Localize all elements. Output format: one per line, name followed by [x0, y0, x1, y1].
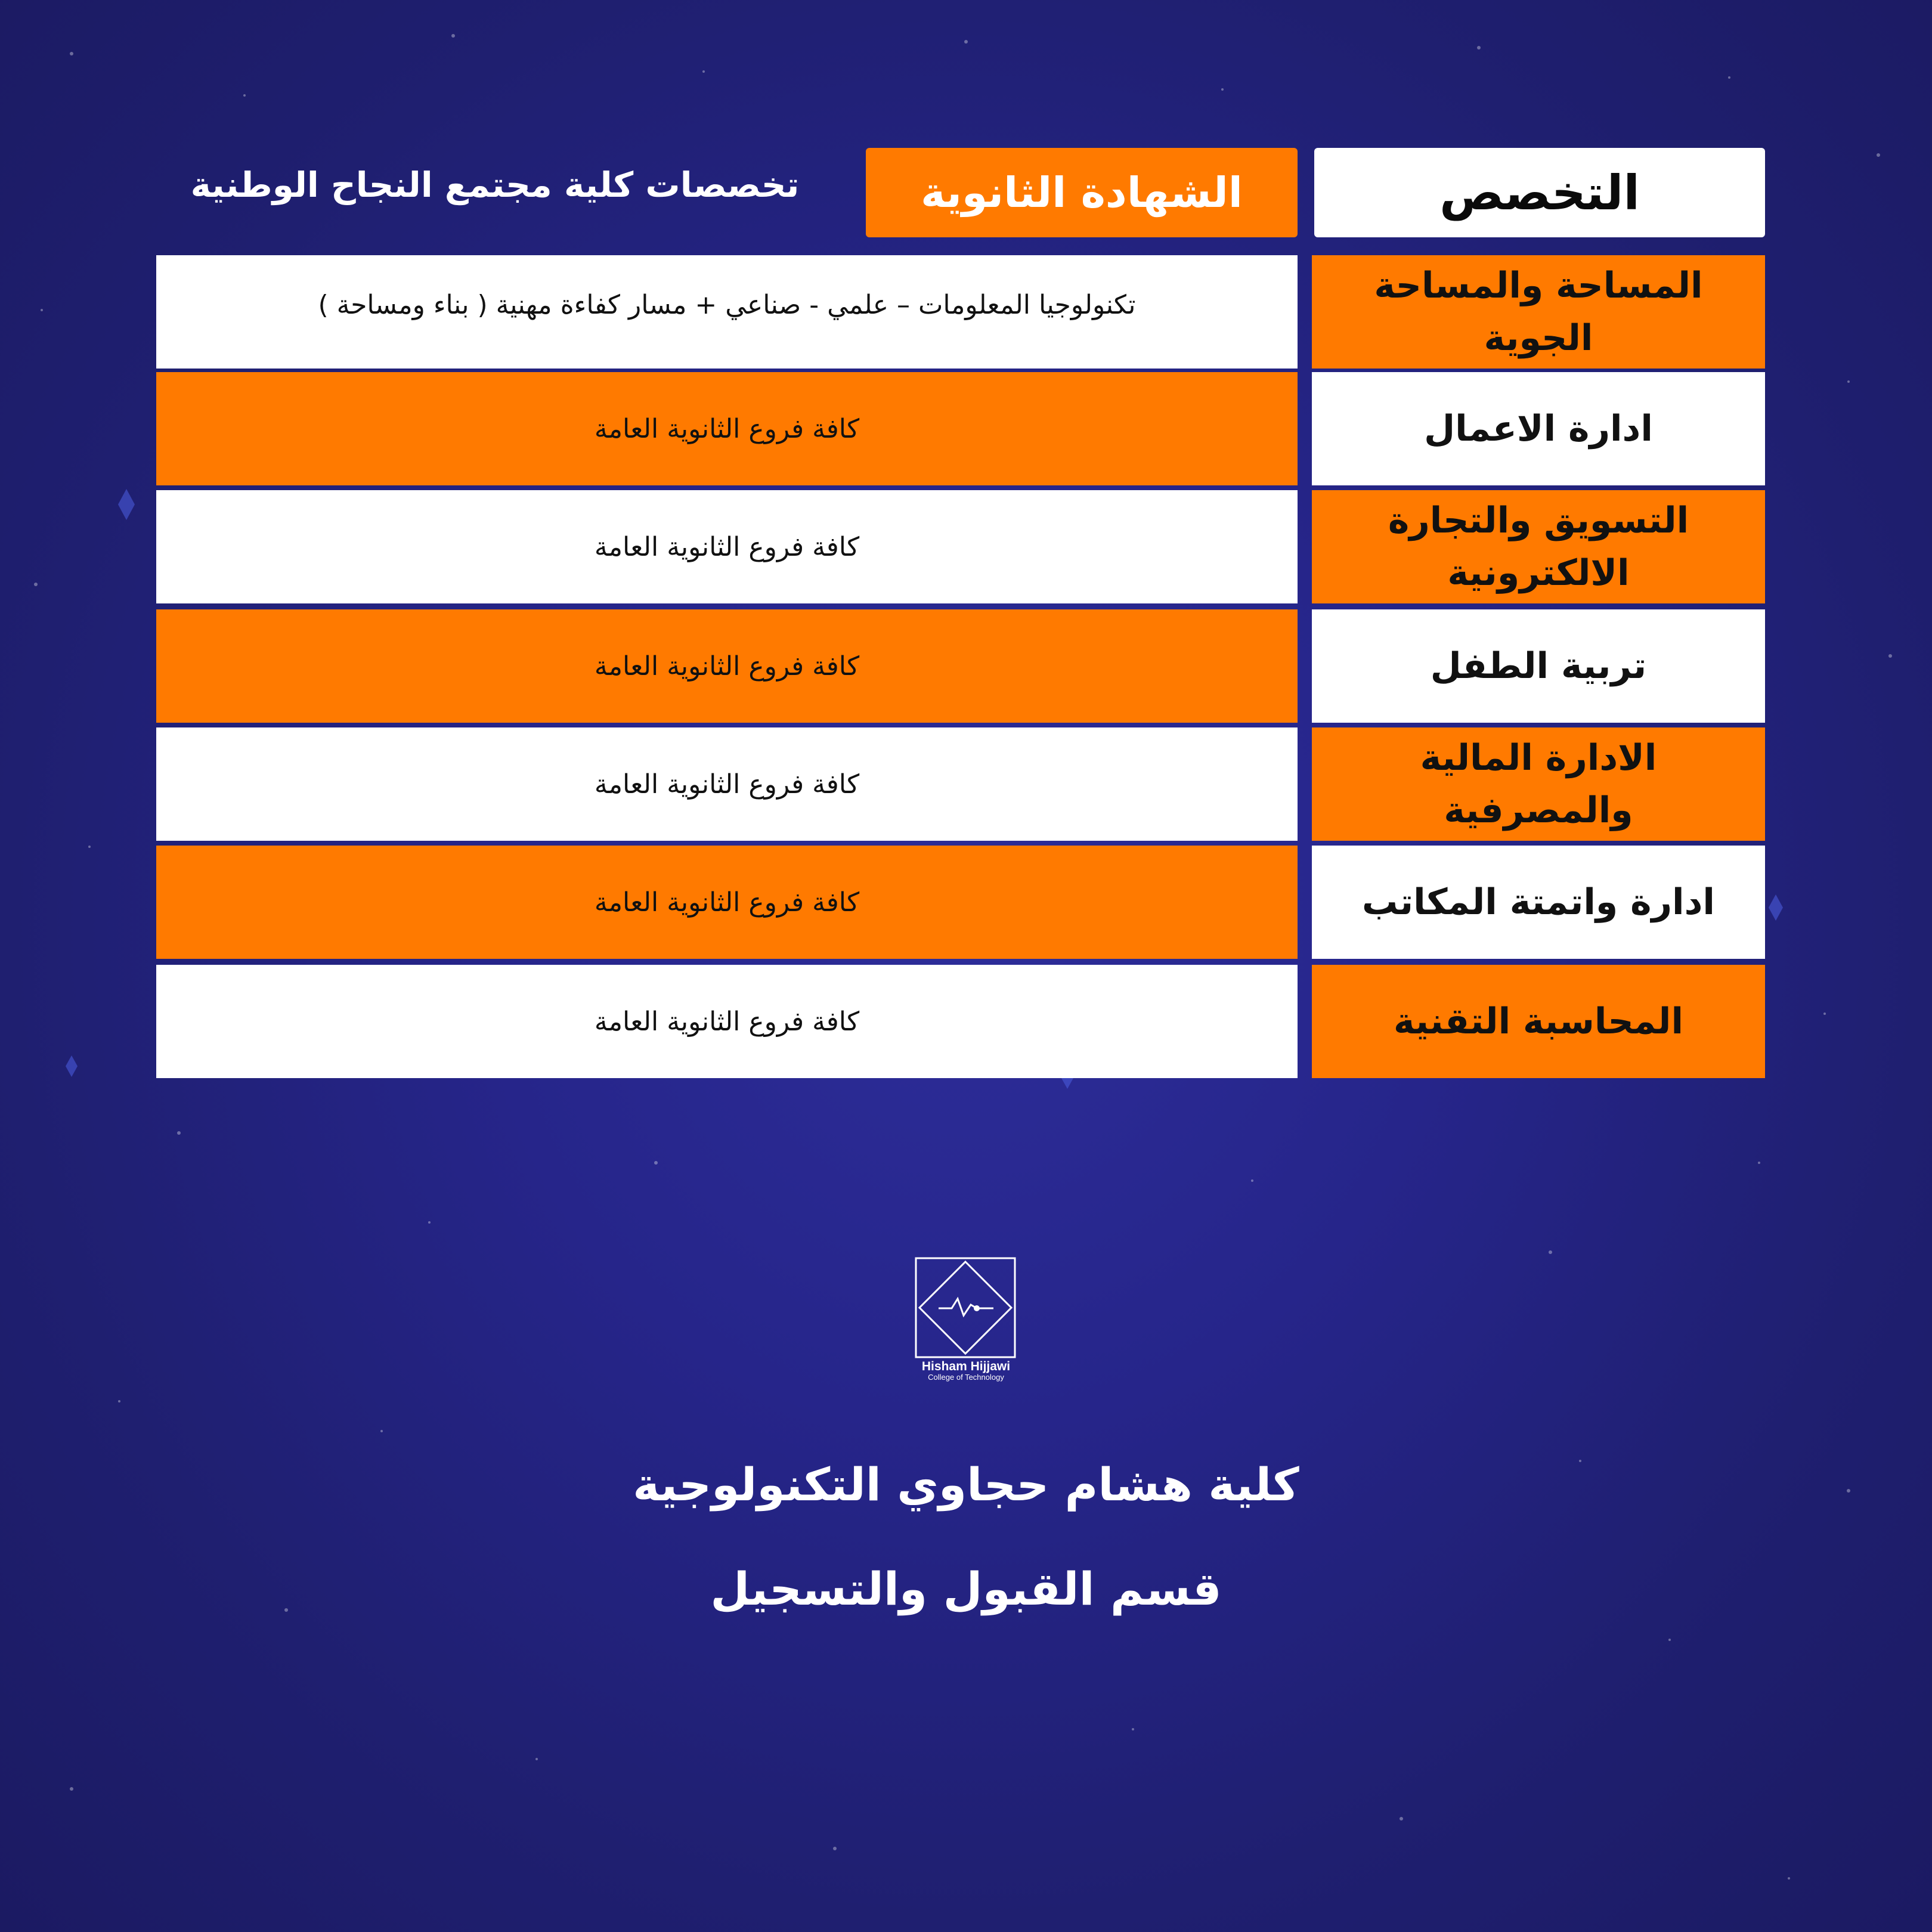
- table-row-requirement: كافة فروع الثانوية العامة: [156, 727, 1298, 841]
- table-row-requirement: كافة فروع الثانوية العامة: [156, 609, 1298, 723]
- table-row-requirement: كافة فروع الثانوية العامة: [156, 846, 1298, 959]
- table-row-specialization: الادارة المالية والمصرفية: [1312, 727, 1765, 841]
- table-row-requirement: تكنولوجيا المعلومات – علمي - صناعي + مسار كفاءة مهنية ( بناء ومساحة ): [156, 255, 1298, 369]
- header-specialization: التخصص: [1314, 148, 1765, 237]
- logo-name-line1: Hisham Hijjawi: [921, 1360, 1011, 1373]
- table-row-specialization: التسويق والتجارة الالكترونية: [1312, 490, 1765, 603]
- page-title: تخصصات كلية مجتمع النجاح الوطنية: [190, 165, 800, 205]
- table-row-specialization: المحاسبة التقنية: [1312, 965, 1765, 1078]
- table-row-specialization: ادارة واتمتة المكاتب: [1312, 846, 1765, 959]
- table-row-specialization: تربية الطفل: [1312, 609, 1765, 723]
- table-row-requirement: كافة فروع الثانوية العامة: [156, 372, 1298, 485]
- department-name: قسم القبول والتسجيل: [710, 1562, 1222, 1615]
- header-certificate: الشهادة الثانوية: [866, 148, 1298, 237]
- table-row-specialization: ادارة الاعمال: [1312, 372, 1765, 485]
- table-row-requirement: كافة فروع الثانوية العامة: [156, 490, 1298, 603]
- logo-name-line2: College of Technology: [928, 1373, 1004, 1382]
- college-name: كلية هشام حجاوي التكنولوجية: [633, 1458, 1299, 1511]
- table-row-requirement: كافة فروع الثانوية العامة: [156, 965, 1298, 1078]
- college-logo: [915, 1257, 1017, 1382]
- table-row-specialization: المساحة والمساحة الجوية: [1312, 255, 1765, 369]
